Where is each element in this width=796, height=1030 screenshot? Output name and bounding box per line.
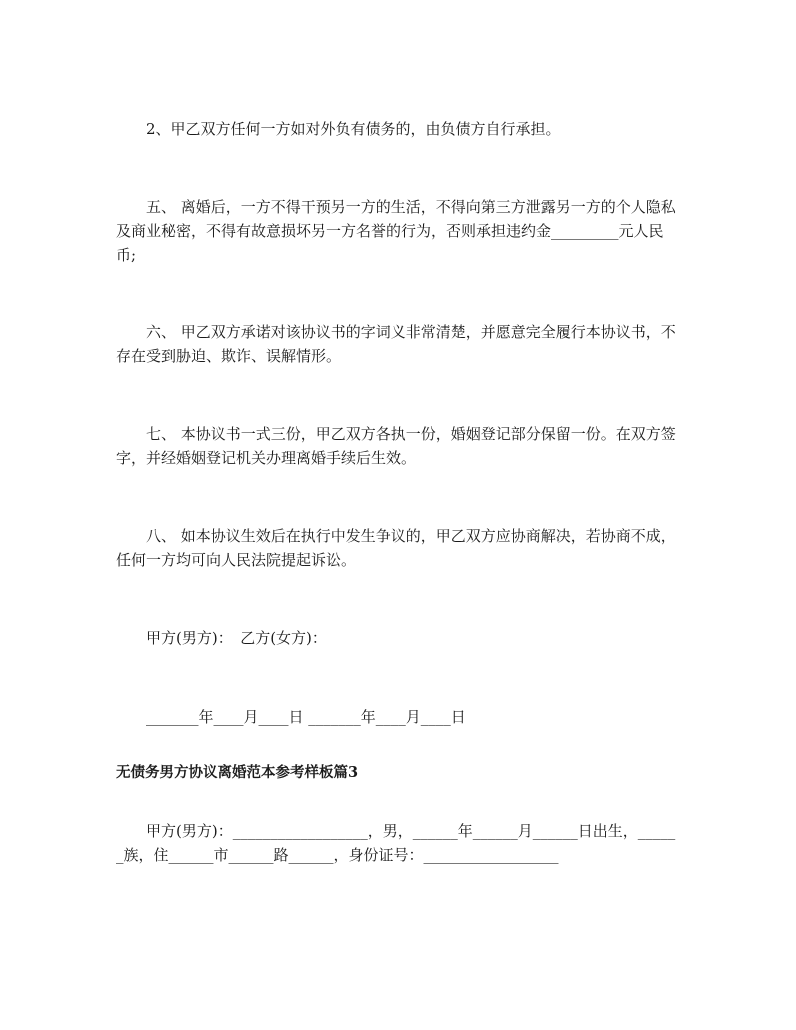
section-heading: 无债务男方协议离婚范本参考样板篇3: [116, 764, 359, 781]
clause-five-paragraph: 五、 离婚后，一方不得干预另一方的生活，不得向第三方泄露另一方的个人隐私及商业秘密，不得有故意损坏另一方名誉的行为，否则承担违约金_________元人民币;: [116, 198, 676, 264]
clause-six-paragraph: 六、 甲乙双方承诺对该协议书的字词义非常清楚，并愿意完全履行本协议书，不存在受到胁迫、欺诈、误解情形。: [116, 323, 676, 365]
clause-eight-paragraph: 八、 如本协议生效后在执行中发生争议的，甲乙双方应协商解决，若协商不成，任何一方均可向人民法院提起诉讼。: [116, 527, 676, 569]
party-a-info-paragraph: 甲方(男方)：__________________，男，______年______月______日出生，______族，住______市______路______，身份证号：__________________: [116, 822, 676, 864]
clause-seven-paragraph: 七、 本协议书一式三份，甲乙双方各执一份，婚姻登记部分保留一份。在双方签字，并经婚姻登记机关办理离婚手续后生效。: [116, 425, 676, 467]
date-line: _______年____月____日 _______年____月____日: [116, 708, 466, 726]
signature-line: 甲方(男方)： 乙方(女方)：: [116, 629, 327, 647]
clause-debt-paragraph: 2、甲乙双方任何一方如对外负有债务的，由负债方自行承担。: [116, 120, 561, 138]
